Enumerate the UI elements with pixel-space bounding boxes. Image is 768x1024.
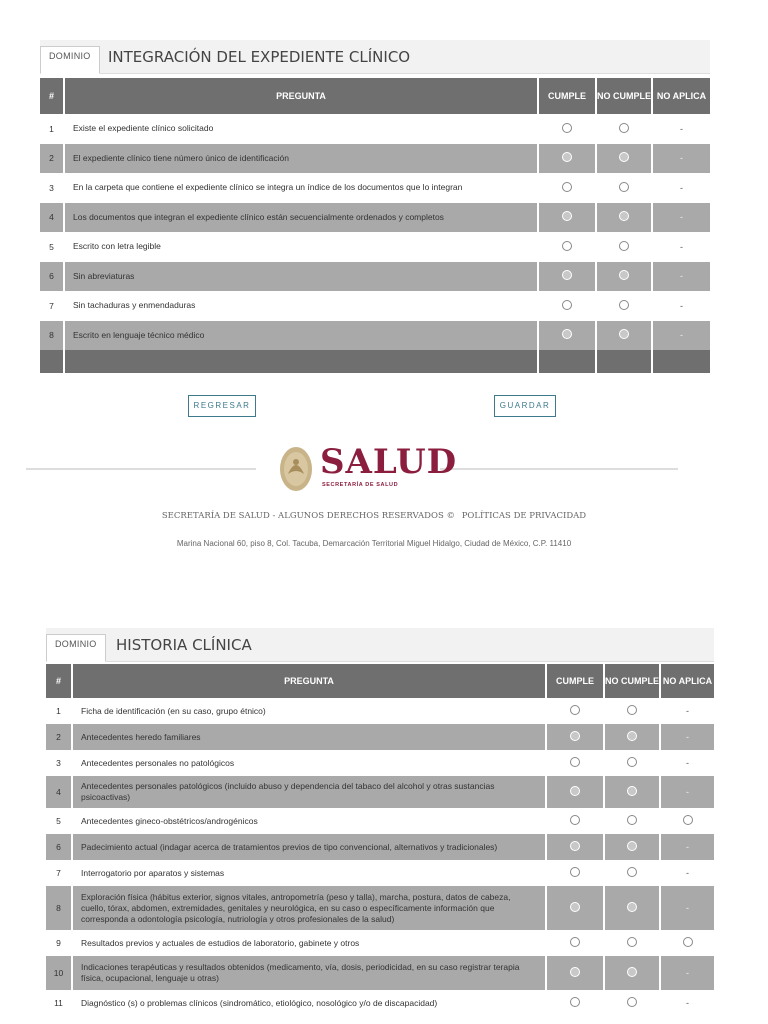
section-header [46,628,714,662]
no-cumple-cell [604,750,660,776]
row-question: Exploración física (hábitus exterior, signos vitales, antropometría (peso y talla), marcha, postura, datos de cabeza, cuello, tórax, abdomen, extremidades, genitales y neurológica, en su caso o específicamente información que corresponda a odontología psicología, nutriología y otros profesionales de la salud) [72,886,546,930]
no-aplica-dash: - [680,153,683,164]
no-cumple-cell [596,173,652,203]
no-cumple-cell [596,232,652,262]
cumple-cell [546,834,604,860]
no-cumple-cell [604,834,660,860]
no-aplica-cell [652,291,710,321]
cumple-cell [546,750,604,776]
no-aplica-cell [660,808,714,834]
no-aplica-dash: - [680,271,683,282]
no-cumple-radio[interactable] [627,705,637,715]
cumple-radio[interactable] [562,152,572,162]
logo-word: SALUD [320,442,458,482]
row-number: 11 [46,990,72,1016]
row-question: Existe el expediente clínico solicitado [64,114,538,144]
row-number: 5 [40,232,64,262]
footer-address: Marina Nacional 60, piso 8, Col. Tacuba, Demarcación Territorial Miguel Hidalgo, Ciudad de México, C.P. 11410 [176,539,572,548]
table-row [46,930,714,956]
row-question: Escrito en lenguaje técnico médico [64,321,538,351]
row-number: 9 [46,930,72,956]
table-row [46,808,714,834]
no-aplica-dash: - [680,212,683,223]
no-cumple-cell [596,321,652,351]
no-aplica-dash: - [686,787,689,797]
no-cumple-radio[interactable] [627,867,637,877]
footer-cell [64,350,538,373]
row-number: 10 [46,956,72,990]
row-question: Sin tachaduras y enmendaduras [64,291,538,321]
no-cumple-cell [604,956,660,990]
row-number: 1 [40,114,64,144]
salud-logo [278,442,458,497]
row-question: Indicaciones terapéuticas y resultados obtenidos (medicamento, vía, dosis, periodicidad, en su caso registrar terapia física, ocupacional, lenguaje u otras) [72,956,546,990]
no-aplica-radio[interactable] [683,815,693,825]
no-aplica-cell [652,203,710,233]
col-question: PREGUNTA [64,78,538,114]
no-cumple-radio[interactable] [627,967,637,977]
no-cumple-radio[interactable] [627,937,637,947]
table-row [40,173,710,203]
logo-subtitle: SECRETARÍA DE SALUD [322,482,399,488]
no-aplica-cell [652,144,710,174]
no-cumple-radio[interactable] [619,241,629,251]
row-question: Antecedentes personales patológicos (incluido abuso y dependencia del tabaco del alcohol y otras sustancias psicoactivas) [72,776,546,808]
cumple-cell [546,808,604,834]
no-cumple-radio[interactable] [619,123,629,133]
no-aplica-dash: - [686,868,689,878]
cumple-radio[interactable] [570,937,580,947]
col-num: # [46,664,72,698]
row-question: Antecedentes personales no patológicos [72,750,546,776]
no-cumple-radio[interactable] [619,300,629,310]
cumple-radio[interactable] [570,731,580,741]
table-row [40,114,710,144]
row-question: Interrogatorio por aparatos y sistemas [72,860,546,886]
row-number: 2 [46,724,72,750]
no-aplica-cell [652,262,710,292]
table-row [46,698,714,724]
save-button[interactable]: GUARDAR [494,395,556,417]
questions-table [40,78,710,373]
no-aplica-dash: - [686,732,689,742]
no-cumple-radio[interactable] [619,329,629,339]
col-cumple: CUMPLE [538,78,596,114]
no-cumple-cell [604,776,660,808]
row-question: Antecedentes heredo familiares [72,724,546,750]
footer-cell [652,350,710,373]
table-row [40,321,710,351]
cumple-radio[interactable] [562,211,572,221]
no-aplica-radio[interactable] [683,937,693,947]
table-row [46,990,714,1016]
col-no-aplica: NO APLICA [652,78,710,114]
no-cumple-cell [596,114,652,144]
no-cumple-cell [604,724,660,750]
cumple-cell [538,173,596,203]
row-number: 4 [40,203,64,233]
cumple-radio[interactable] [562,241,572,251]
cumple-radio[interactable] [570,841,580,851]
col-cumple: CUMPLE [546,664,604,698]
rights-text: SECRETARÍA DE SALUD - ALGUNOS DERECHOS RESERVADOS © [161,511,455,521]
no-aplica-dash: - [680,300,683,311]
table-row [46,776,714,808]
col-num: # [40,78,64,114]
no-cumple-cell [596,144,652,174]
col-no-cumple: NO CUMPLE [596,78,652,114]
table-row [46,724,714,750]
section-historia [46,628,714,1016]
cumple-cell [538,144,596,174]
cumple-radio[interactable] [562,270,572,280]
cumple-radio[interactable] [570,967,580,977]
no-cumple-radio[interactable] [627,841,637,851]
cumple-radio[interactable] [562,329,572,339]
section-title: HISTORIA CLÍNICA [116,636,252,654]
no-aplica-dash: - [686,998,689,1008]
col-question: PREGUNTA [72,664,546,698]
no-cumple-cell [596,291,652,321]
no-cumple-radio[interactable] [619,152,629,162]
row-question: Diagnóstico (s) o problemas clínicos (sindromático, etiológico, nosológico y/o de discapacidad) [72,990,546,1016]
table-row [46,834,714,860]
cumple-radio[interactable] [570,867,580,877]
dominio-tab[interactable]: DOMINIO [40,46,100,74]
no-aplica-dash: - [680,123,683,134]
no-aplica-cell [660,860,714,886]
cumple-radio[interactable] [570,815,580,825]
table-row [46,750,714,776]
cumple-cell [546,724,604,750]
cumple-cell [546,698,604,724]
cumple-radio[interactable] [562,182,572,192]
cumple-radio[interactable] [570,757,580,767]
cumple-cell [546,990,604,1016]
cumple-cell [538,321,596,351]
no-aplica-dash: - [686,842,689,852]
footer-rights [0,511,748,521]
no-aplica-cell [660,724,714,750]
cumple-cell [538,291,596,321]
row-number: 1 [46,698,72,724]
questions-table [46,664,714,1016]
row-number: 8 [46,886,72,930]
row-number: 8 [40,321,64,351]
no-aplica-dash: - [686,903,689,913]
cumple-cell [546,956,604,990]
section-header [40,40,710,74]
divider-right [440,468,678,470]
no-cumple-radio[interactable] [627,786,637,796]
no-aplica-dash: - [686,758,689,768]
no-aplica-dash: - [680,330,683,341]
cumple-cell [546,860,604,886]
row-question: Los documentos que integran el expediente clínico están secuencialmente ordenados y completos [64,203,538,233]
table-row [46,860,714,886]
row-question: Resultados previos y actuales de estudios de laboratorio, gabinete y otros [72,930,546,956]
eagle-seal-icon [278,444,314,494]
col-no-cumple: NO CUMPLE [604,664,660,698]
cumple-radio[interactable] [562,300,572,310]
table-row [40,144,710,174]
cumple-radio[interactable] [562,123,572,133]
row-number: 7 [40,291,64,321]
cumple-radio[interactable] [570,786,580,796]
cumple-radio[interactable] [570,705,580,715]
no-aplica-cell [660,956,714,990]
row-question: Escrito con letra legible [64,232,538,262]
no-aplica-cell [652,114,710,144]
row-number: 4 [46,776,72,808]
cumple-cell [538,203,596,233]
cumple-cell [538,262,596,292]
table-row [40,291,710,321]
no-aplica-dash: - [686,968,689,978]
no-cumple-cell [604,930,660,956]
dominio-tab[interactable]: DOMINIO [46,634,106,662]
cumple-cell [546,776,604,808]
cumple-cell [538,114,596,144]
row-question: Sin abreviaturas [64,262,538,292]
no-cumple-cell [596,203,652,233]
no-cumple-cell [604,990,660,1016]
no-cumple-cell [604,698,660,724]
footer-cell [40,350,64,373]
col-no-aplica: NO APLICA [660,664,714,698]
no-aplica-cell [660,698,714,724]
section-integracion [40,40,710,373]
row-number: 6 [46,834,72,860]
cumple-radio[interactable] [570,997,580,1007]
no-aplica-cell [660,834,714,860]
row-question: El expediente clínico tiene número único de identificación [64,144,538,174]
no-cumple-cell [604,808,660,834]
no-aplica-dash: - [680,182,683,193]
no-aplica-cell [660,750,714,776]
table-row [40,232,710,262]
table-row [46,886,714,930]
row-number: 6 [40,262,64,292]
cumple-cell [546,886,604,930]
no-cumple-radio[interactable] [619,270,629,280]
no-cumple-radio[interactable] [619,211,629,221]
no-aplica-dash: - [686,706,689,716]
table-footer-row [40,350,710,373]
row-question: Ficha de identificación (en su caso, grupo étnico) [72,698,546,724]
cumple-cell [538,232,596,262]
back-button[interactable]: REGRESAR [188,395,256,417]
no-cumple-cell [604,860,660,886]
footer-cell [538,350,596,373]
cumple-radio[interactable] [570,902,580,912]
no-aplica-cell [652,321,710,351]
footer-cell [596,350,652,373]
row-question: Antecedentes gineco-obstétricos/androgénicos [72,808,546,834]
row-number: 2 [40,144,64,174]
no-aplica-cell [652,173,710,203]
no-aplica-cell [660,930,714,956]
no-aplica-cell [660,776,714,808]
no-cumple-cell [604,886,660,930]
no-cumple-radio[interactable] [627,757,637,767]
no-cumple-radio[interactable] [619,182,629,192]
table-row [46,956,714,990]
divider-left [26,468,256,470]
no-cumple-radio[interactable] [627,815,637,825]
no-aplica-cell [660,886,714,930]
no-cumple-radio[interactable] [627,997,637,1007]
table-row [40,203,710,233]
row-number: 5 [46,808,72,834]
row-question: En la carpeta que contiene el expediente clínico se integra un índice de los documentos que lo integran [64,173,538,203]
no-aplica-cell [660,990,714,1016]
privacy-link[interactable]: POLÍTICAS DE PRIVACIDAD [461,511,587,521]
row-number: 3 [46,750,72,776]
no-aplica-cell [652,232,710,262]
no-cumple-cell [596,262,652,292]
row-question: Padecimiento actual (indagar acerca de tratamientos previos de tipo convencional, alternativos y tradicionales) [72,834,546,860]
row-number: 7 [46,860,72,886]
row-number: 3 [40,173,64,203]
table-row [40,262,710,292]
section-title: INTEGRACIÓN DEL EXPEDIENTE CLÍNICO [108,48,411,66]
cumple-cell [546,930,604,956]
no-aplica-dash: - [680,241,683,252]
no-cumple-radio[interactable] [627,731,637,741]
no-cumple-radio[interactable] [627,902,637,912]
